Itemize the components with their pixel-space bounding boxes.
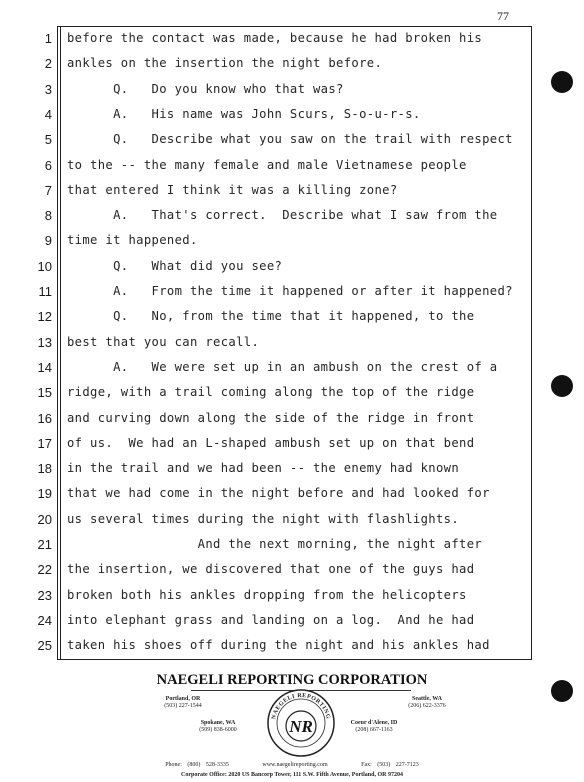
line-text: into elephant grass and landing on a log. And he had [67,612,475,627]
transcript-line [8,481,532,506]
line-number: 21 [37,537,52,552]
office-phone: (208) 667-1163 [355,727,393,733]
line-number: 18 [37,461,52,477]
contact-line [0,762,584,768]
office-coeur-dalene [339,720,409,734]
line-number: 9 [44,233,52,249]
website-link: www.naegelireporting.com [262,762,328,768]
transcript-line [8,557,532,582]
line-text: ankles on the insertion the night before. [67,56,383,71]
line-number: 1 [44,31,52,46]
office-seattle [392,696,462,710]
line-text: and curving down along the side of the ridge in front [67,410,475,425]
binder-hole-middle [551,375,573,397]
frame-bottom-border [57,659,532,660]
page-footer [0,668,584,782]
transcript-line [8,456,532,481]
line-number: 25 [37,638,52,654]
office-spokane [188,720,248,734]
transcript-line [8,153,532,178]
line-number: 17 [37,435,52,451]
line-text: best that you can recall. [67,334,260,349]
office-portland [148,696,218,710]
line-text: in the trail and we had been -- the enemy had known [67,461,460,476]
seal-text: NAEGELI REPORTING [271,692,331,720]
line-text: time it happened. [67,233,198,248]
transcript-line [8,633,532,658]
line-number: 4 [44,106,52,122]
line-text: ridge, with a trail coming along the top of the ridge [67,385,475,400]
line-number: 16 [37,410,52,426]
transcript-line [8,304,532,329]
office-phone: (509) 838-6000 [199,727,237,733]
transcript-line [8,507,532,532]
line-text: the insertion, we discovered that one of the guys had [67,562,475,577]
line-text: Q. What did you see? [67,258,283,273]
line-number: 8 [44,208,52,224]
line-text: before the contact was made, because he had broken his [67,31,483,45]
page-number: 77 [497,9,509,23]
seal-monogram: NR [289,717,313,736]
transcript-line [8,608,532,633]
line-number: 5 [44,132,52,148]
transcript-line [8,102,532,127]
line-number: 10 [37,258,52,274]
office-city: Coeur d'Alene, ID [350,720,398,726]
transcript-line [8,532,532,557]
line-number: 15 [37,385,52,401]
binder-hole-top [551,71,573,93]
line-number: 24 [37,612,52,628]
line-text: And the next morning, the night after [67,537,483,551]
fax-number: Fax: (503) 227-7123 [361,762,419,768]
line-text: Q. No, from the time that it happened, to the [67,309,475,324]
office-city: Seattle, WA [412,696,442,702]
line-text: us several times during the night with flashlights. [67,511,460,526]
line-text: Q. Do you know who that was? [67,81,344,96]
line-number: 7 [44,182,52,198]
transcript-line [8,406,532,431]
company-name: NAEGELI REPORTING CORPORATION [156,672,428,688]
transcript-body [8,26,532,660]
corporate-office-address: Corporate Office: 2020 US Bancorp Tower, 111 S.W. Fifth Avenue, Portland, OR 97204 [181,772,403,778]
line-number: 13 [37,334,52,350]
transcript-line [8,431,532,456]
line-number: 3 [44,81,52,97]
office-phone: (503) 227-1544 [164,703,202,709]
transcript-line [8,355,532,380]
line-number: 6 [44,157,52,173]
line-text: A. We were set up in an ambush on the crest of a [67,359,498,374]
transcript-line [8,254,532,279]
line-text: of us. We had an L-shaped ambush set up on that bend [67,435,475,450]
line-number: 19 [37,486,52,502]
transcript-line [8,26,532,51]
line-text: A. From the time it happened or after it happened? [67,284,513,298]
transcript-line [8,51,532,76]
transcript-line [8,330,532,355]
line-text: that we had come in the night before and had looked for [67,486,490,501]
line-text: to the -- the many female and male Vietnamese people [67,157,467,172]
line-number: 20 [37,511,52,527]
line-text: A. That's correct. Describe what I saw from the [67,208,498,223]
transcript-line [8,127,532,152]
line-text: A. His name was John Scurs, S-o-u-r-s. [67,106,421,121]
line-text: broken both his ankles dropping from the helicopters [67,587,467,602]
transcript-line [8,279,532,304]
line-number: 14 [37,359,52,375]
transcript-line [8,203,532,228]
transcript-line [8,178,532,203]
phone-number: Phone: (800) 528-3335 [165,762,229,768]
office-phone: (206) 622-3376 [408,703,446,709]
line-text: taken his shoes off during the night and his ankles had [67,638,490,653]
office-city: Spokane, WA [200,720,236,726]
line-number: 12 [37,309,52,325]
line-number: 22 [37,562,52,578]
line-text: that entered I think it was a killing zone? [67,182,398,197]
line-number: 2 [44,56,52,72]
transcript-line [8,77,532,102]
company-seal-logo [266,688,336,758]
transcript-line [8,380,532,405]
line-text: Q. Describe what you saw on the trail with respect [67,132,513,147]
line-number: 11 [38,284,52,299]
office-city: Portland, OR [165,696,201,702]
line-number: 23 [37,587,52,603]
transcript-line [8,583,532,608]
transcript-line [8,228,532,253]
